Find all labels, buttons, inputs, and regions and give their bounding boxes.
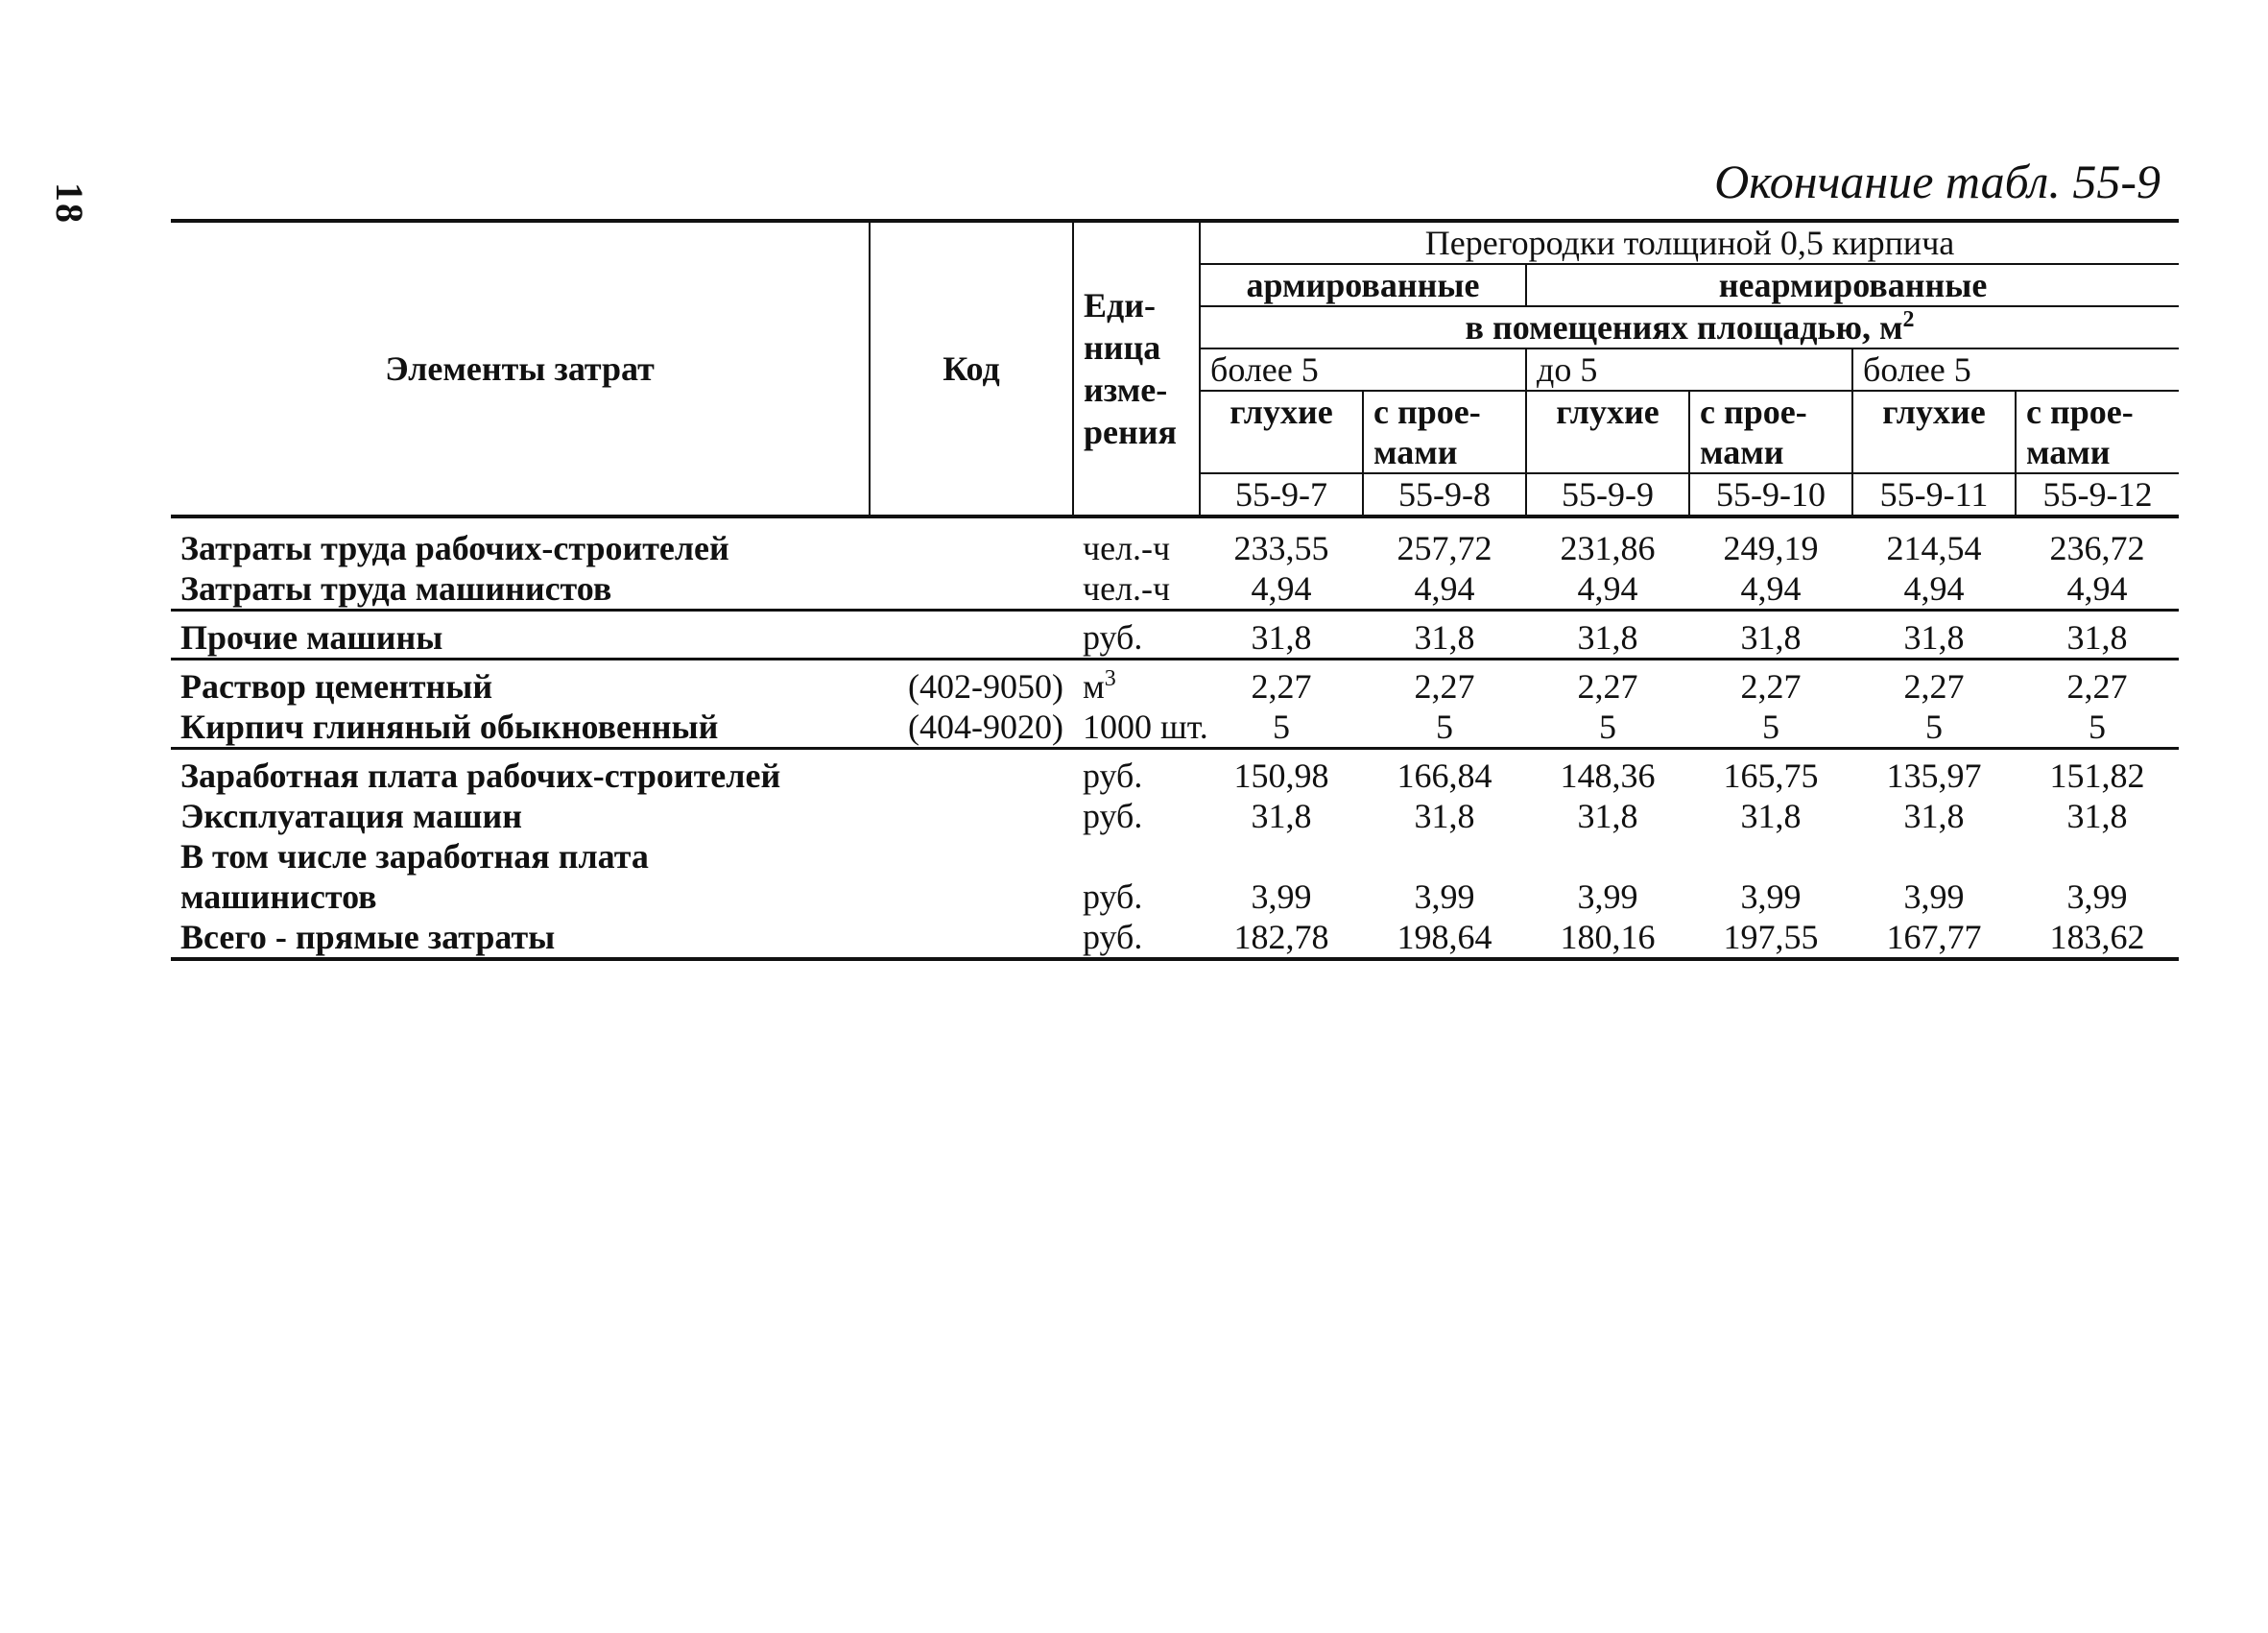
row-unit-sup: 3: [1104, 666, 1116, 691]
table-row: [171, 917, 2179, 959]
header-code: Код: [870, 221, 1073, 516]
area-group: до 5: [1526, 348, 1852, 391]
row-value: 148,36: [1560, 756, 1656, 795]
row-value: 31,8: [1689, 611, 1852, 660]
row-value: 31,8: [1577, 797, 1638, 835]
row-code: (404-9020): [870, 707, 1073, 749]
row-value: 214,54: [1886, 529, 1982, 567]
row-value: 3,99: [2066, 877, 2128, 916]
row-value: 4,94: [1526, 568, 1689, 611]
row-unit: [1073, 917, 1200, 959]
row-unit: [1073, 611, 1200, 660]
row-value: 31,8: [1200, 611, 1363, 660]
row-value: [1526, 836, 1689, 877]
area-group: более 5: [1852, 348, 2179, 391]
row-value: 31,8: [1526, 611, 1689, 660]
row-code: (402-9050): [908, 667, 1063, 706]
table-row: [171, 611, 2179, 660]
header-subtype: с прое- мами: [1363, 391, 1526, 473]
header-group: Перегородки толщиной 0,5 кирпича: [1200, 221, 2179, 264]
row-value: [2016, 836, 2179, 877]
row-code: [870, 516, 1073, 568]
row-value: 3,99: [1577, 877, 1638, 916]
row-value: 2,27: [1414, 667, 1475, 706]
table-row: [171, 877, 2179, 917]
row-value: 182,78: [1200, 917, 1363, 959]
row-value: 31,8: [1414, 797, 1475, 835]
table-row: [171, 749, 2179, 797]
row-code: [870, 568, 1073, 611]
row-value: 4,94: [1363, 568, 1526, 611]
row-unit-text: чел.-ч: [1083, 529, 1171, 567]
row-value: 165,75: [1723, 756, 1819, 795]
table-row: [171, 836, 2179, 877]
table-row: [171, 796, 2179, 836]
row-value: 4,94: [2016, 568, 2179, 611]
area-group: более 5: [1200, 348, 1526, 391]
row-value: 166,84: [1397, 756, 1492, 795]
row-value: 2,27: [2066, 667, 2128, 706]
row-value: 3,99: [1740, 877, 1802, 916]
table-row: [171, 516, 2179, 568]
header-subtype: с прое- мами: [2016, 391, 2179, 473]
row-unit-text: 1000 шт.: [1083, 708, 1208, 746]
row-value: 2,27: [1577, 667, 1638, 706]
row-value: 31,8: [1903, 797, 1965, 835]
header-area: [1200, 306, 2179, 348]
header-norm-number: 55-9-8: [1363, 473, 1526, 516]
table-caption: Окончание табл. 55-9: [1714, 155, 2161, 208]
row-value: 5: [2016, 707, 2179, 749]
header-subtype: глухие: [1852, 391, 2016, 473]
row-value: 150,98: [1233, 756, 1329, 795]
row-value: 2,27: [1740, 667, 1802, 706]
row-value: 31,8: [1852, 611, 2016, 660]
cost-table: [171, 219, 2179, 961]
cost-table-container: [171, 219, 2179, 961]
row-name: В том числе заработная плата: [180, 837, 649, 876]
row-value: 197,55: [1689, 917, 1852, 959]
header-subtype: глухие: [1200, 391, 1363, 473]
header-norm-number: 55-9-7: [1200, 473, 1363, 516]
table-row: [171, 660, 2179, 708]
row-unit-text: чел.-ч: [1083, 569, 1171, 608]
row-value: 198,64: [1363, 917, 1526, 959]
row-code: [870, 836, 1073, 877]
header-subtype: с прое- мами: [1689, 391, 1852, 473]
row-unit: [1073, 516, 1200, 568]
row-code: [870, 749, 1073, 797]
table-row: [171, 707, 2179, 749]
header-unit: [1073, 221, 1200, 516]
row-value: 249,19: [1723, 529, 1819, 567]
page-number: 18: [48, 182, 91, 225]
row-value: 180,16: [1526, 917, 1689, 959]
table-row: [171, 568, 2179, 611]
row-name: Заработная плата рабочих-строителей: [180, 756, 781, 795]
row-value: 5: [1200, 707, 1363, 749]
row-value: [1363, 836, 1526, 877]
header-subtype: глухие: [1526, 391, 1689, 473]
row-value: 31,8: [1251, 797, 1312, 835]
row-unit-text: руб.: [1083, 918, 1143, 956]
row-unit: [1073, 836, 1200, 877]
row-unit-text: руб.: [1083, 756, 1143, 795]
header-norm-number: 55-9-9: [1526, 473, 1689, 516]
row-code: [870, 917, 1073, 959]
header-elements: Элементы затрат: [171, 221, 870, 516]
row-value: 3,99: [1903, 877, 1965, 916]
row-value: 5: [1852, 707, 2016, 749]
row-value: 257,72: [1397, 529, 1492, 567]
header-unit-text: Еди- ница изме- рения: [1084, 286, 1177, 451]
row-code: [870, 796, 1073, 836]
row-value: [1689, 836, 1852, 877]
row-value: 151,82: [2049, 756, 2145, 795]
header-area-sup: 2: [1902, 307, 1915, 332]
row-name: Всего - прямые затраты: [171, 917, 870, 959]
header-norm-number: 55-9-12: [2016, 473, 2179, 516]
row-unit-text: руб.: [1083, 877, 1143, 916]
row-value: [1852, 836, 2016, 877]
row-value: 2,27: [1903, 667, 1965, 706]
header-area-label: в помещениях площадью, м: [1465, 308, 1903, 347]
row-name: машинистов: [180, 877, 377, 916]
row-unit: [1073, 796, 1200, 836]
row-value: 3,99: [1414, 877, 1475, 916]
header-unreinforced: неармированные: [1526, 264, 2179, 306]
row-value: 4,94: [1852, 568, 2016, 611]
header-reinforced: армированные: [1200, 264, 1526, 306]
row-name: Кирпич глиняный обыкновенный: [171, 707, 870, 749]
row-name: Прочие машины: [171, 611, 870, 660]
row-code: [870, 611, 1073, 660]
row-value: [1200, 836, 1363, 877]
row-value: 2,27: [1251, 667, 1312, 706]
row-value: 3,99: [1251, 877, 1312, 916]
row-value: 167,77: [1852, 917, 2016, 959]
row-value: 31,8: [2016, 611, 2179, 660]
row-name: Затраты труда рабочих-строителей: [180, 529, 729, 567]
row-name: Затраты труда машинистов: [171, 568, 870, 611]
row-value: 135,97: [1886, 756, 1982, 795]
row-value: 31,8: [2066, 797, 2128, 835]
row-unit: [1073, 707, 1208, 749]
header-norm-number: 55-9-10: [1689, 473, 1852, 516]
row-value: 5: [1526, 707, 1689, 749]
header-norm-number: 55-9-11: [1852, 473, 2016, 516]
row-value: 236,72: [2049, 529, 2145, 567]
row-value: 5: [1689, 707, 1852, 749]
row-unit-text: руб.: [1083, 797, 1143, 835]
row-unit-text: руб.: [1083, 618, 1143, 657]
row-value: 4,94: [1200, 568, 1363, 611]
row-unit-text: м: [1083, 667, 1105, 706]
row-value: 31,8: [1363, 611, 1526, 660]
row-name: Эксплуатация машин: [180, 797, 523, 835]
row-value: 231,86: [1560, 529, 1656, 567]
row-value: 4,94: [1689, 568, 1852, 611]
row-value: 233,55: [1233, 529, 1329, 567]
row-unit: [1073, 568, 1200, 611]
row-code: [870, 877, 1073, 917]
row-value: 183,62: [2016, 917, 2179, 959]
row-unit: [1073, 877, 1200, 917]
row-value: 31,8: [1740, 797, 1802, 835]
row-unit: [1073, 660, 1200, 708]
row-unit: [1073, 749, 1200, 797]
row-value: 5: [1363, 707, 1526, 749]
row-name: Раствор цементный: [180, 667, 493, 706]
